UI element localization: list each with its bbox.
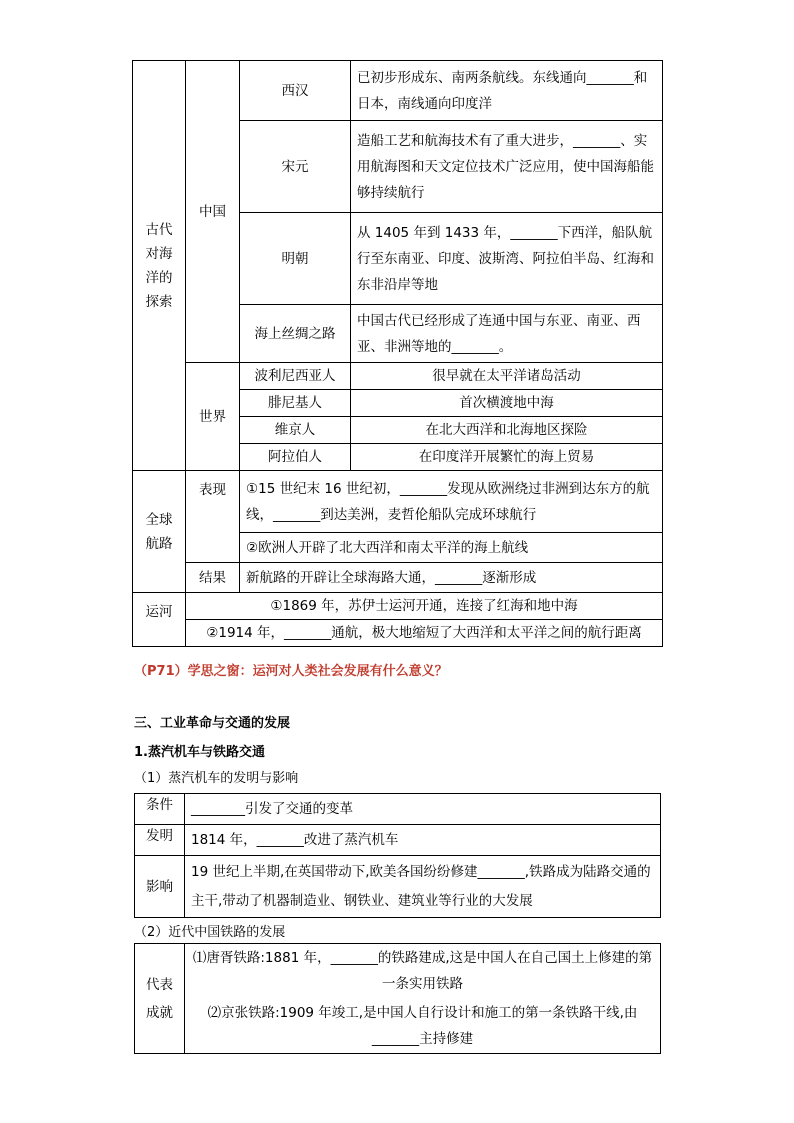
people-cell: 腓尼基人	[240, 390, 351, 417]
people-cell: 维京人	[240, 417, 351, 444]
achievement-item: ⑵京张铁路:1909 年竣工,是中国人自行设计和施工的第一条铁路干线,由_______主持修建	[185, 999, 661, 1054]
subsection-heading: （2）近代中国铁路的发展	[134, 925, 286, 940]
section-title: 三、工业革命与交通的发展	[134, 716, 291, 731]
canal-item: ②1914 年，_______通航，极大地缩短了大西洋和太平洋之间的航行距离	[186, 620, 663, 647]
era-desc: 中国古代已经形成了连通中国与东亚、南亚、西亚、非洲等地的_______。	[351, 305, 663, 363]
subsection-title: 1.蒸汽机车与铁路交通	[134, 745, 265, 760]
achievement-item: ⑴唐胥铁路:1881 年，_______的铁路建成,这是中国人在自己国土上修建的第一条实用铁路	[185, 944, 661, 999]
ocean-exploration-table	[132, 60, 663, 647]
row-desc: 19 世纪上半期,在英国带动下,欧美各国纷纷修建_______,铁路成为陆路交通的主干,带动了机器制造业、钢铁业、建筑业等行业的大发展	[185, 856, 661, 918]
study-question: （P71）学思之窗：运河对人类社会发展有什么意义？	[134, 664, 448, 679]
performance-item: ②欧洲人开辟了北大西洋和南太平洋的海上航线	[240, 533, 663, 563]
performance-item: ①15 世纪末 16 世纪初，_______发现从欧洲绕过非洲到达东方的航线，_______到达美洲，麦哲伦船队完成环球航行	[240, 471, 663, 533]
result-label: 结果	[186, 563, 240, 593]
era-cell: 西汉	[240, 61, 351, 121]
era-desc: 从 1405 年到 1433 年，_______下西洋，船队航行至东南亚、印度、波斯湾、阿拉伯半岛、红海和东非沿岸等地	[351, 213, 663, 305]
canal-label: 运河	[133, 593, 186, 647]
people-desc: 在印度洋开展繁忙的海上贸易	[351, 444, 663, 471]
row-desc: 1814 年，_______改进了蒸汽机车	[185, 825, 661, 856]
era-desc: 造船工艺和航海技术有了重大进步，_______、实用航海图和天文定位技术广泛应用，使中国海船能够持续航行	[351, 121, 663, 213]
row-desc: ________引发了交通的变革	[185, 794, 661, 825]
row-label: 发明	[135, 825, 185, 856]
row-label: 条件	[135, 794, 185, 825]
era-cell: 宋元	[240, 121, 351, 213]
people-desc: 很早就在太平洋诸岛活动	[351, 363, 663, 390]
people-desc: 首次横渡地中海	[351, 390, 663, 417]
people-cell: 阿拉伯人	[240, 444, 351, 471]
steam-locomotive-table	[134, 793, 661, 918]
result-text: 新航路的开辟让全球海路大通，_______逐渐形成	[240, 563, 663, 593]
people-cell: 波利尼西亚人	[240, 363, 351, 390]
canal-item: ①1869 年，苏伊士运河开通，连接了红海和地中海	[186, 593, 663, 620]
performance-label: 表现	[186, 471, 240, 563]
era-cell: 海上丝绸之路	[240, 305, 351, 363]
subsection-heading: （1）蒸汽机车的发明与影响	[134, 771, 299, 786]
era-desc: 已初步形成东、南两条航线。东线通向_______和日本，南线通向印度洋	[351, 61, 663, 121]
ancient-exploration-label: 古代对海洋的探索	[133, 61, 186, 471]
people-desc: 在北大西洋和北海地区探险	[351, 417, 663, 444]
china-railway-table	[134, 943, 661, 1054]
china-label: 中国	[186, 61, 240, 363]
achievement-label: 代表成就	[135, 944, 185, 1054]
row-label: 影响	[135, 856, 185, 918]
era-cell: 明朝	[240, 213, 351, 305]
world-label: 世界	[186, 363, 240, 471]
global-route-label: 全球航路	[133, 471, 186, 593]
